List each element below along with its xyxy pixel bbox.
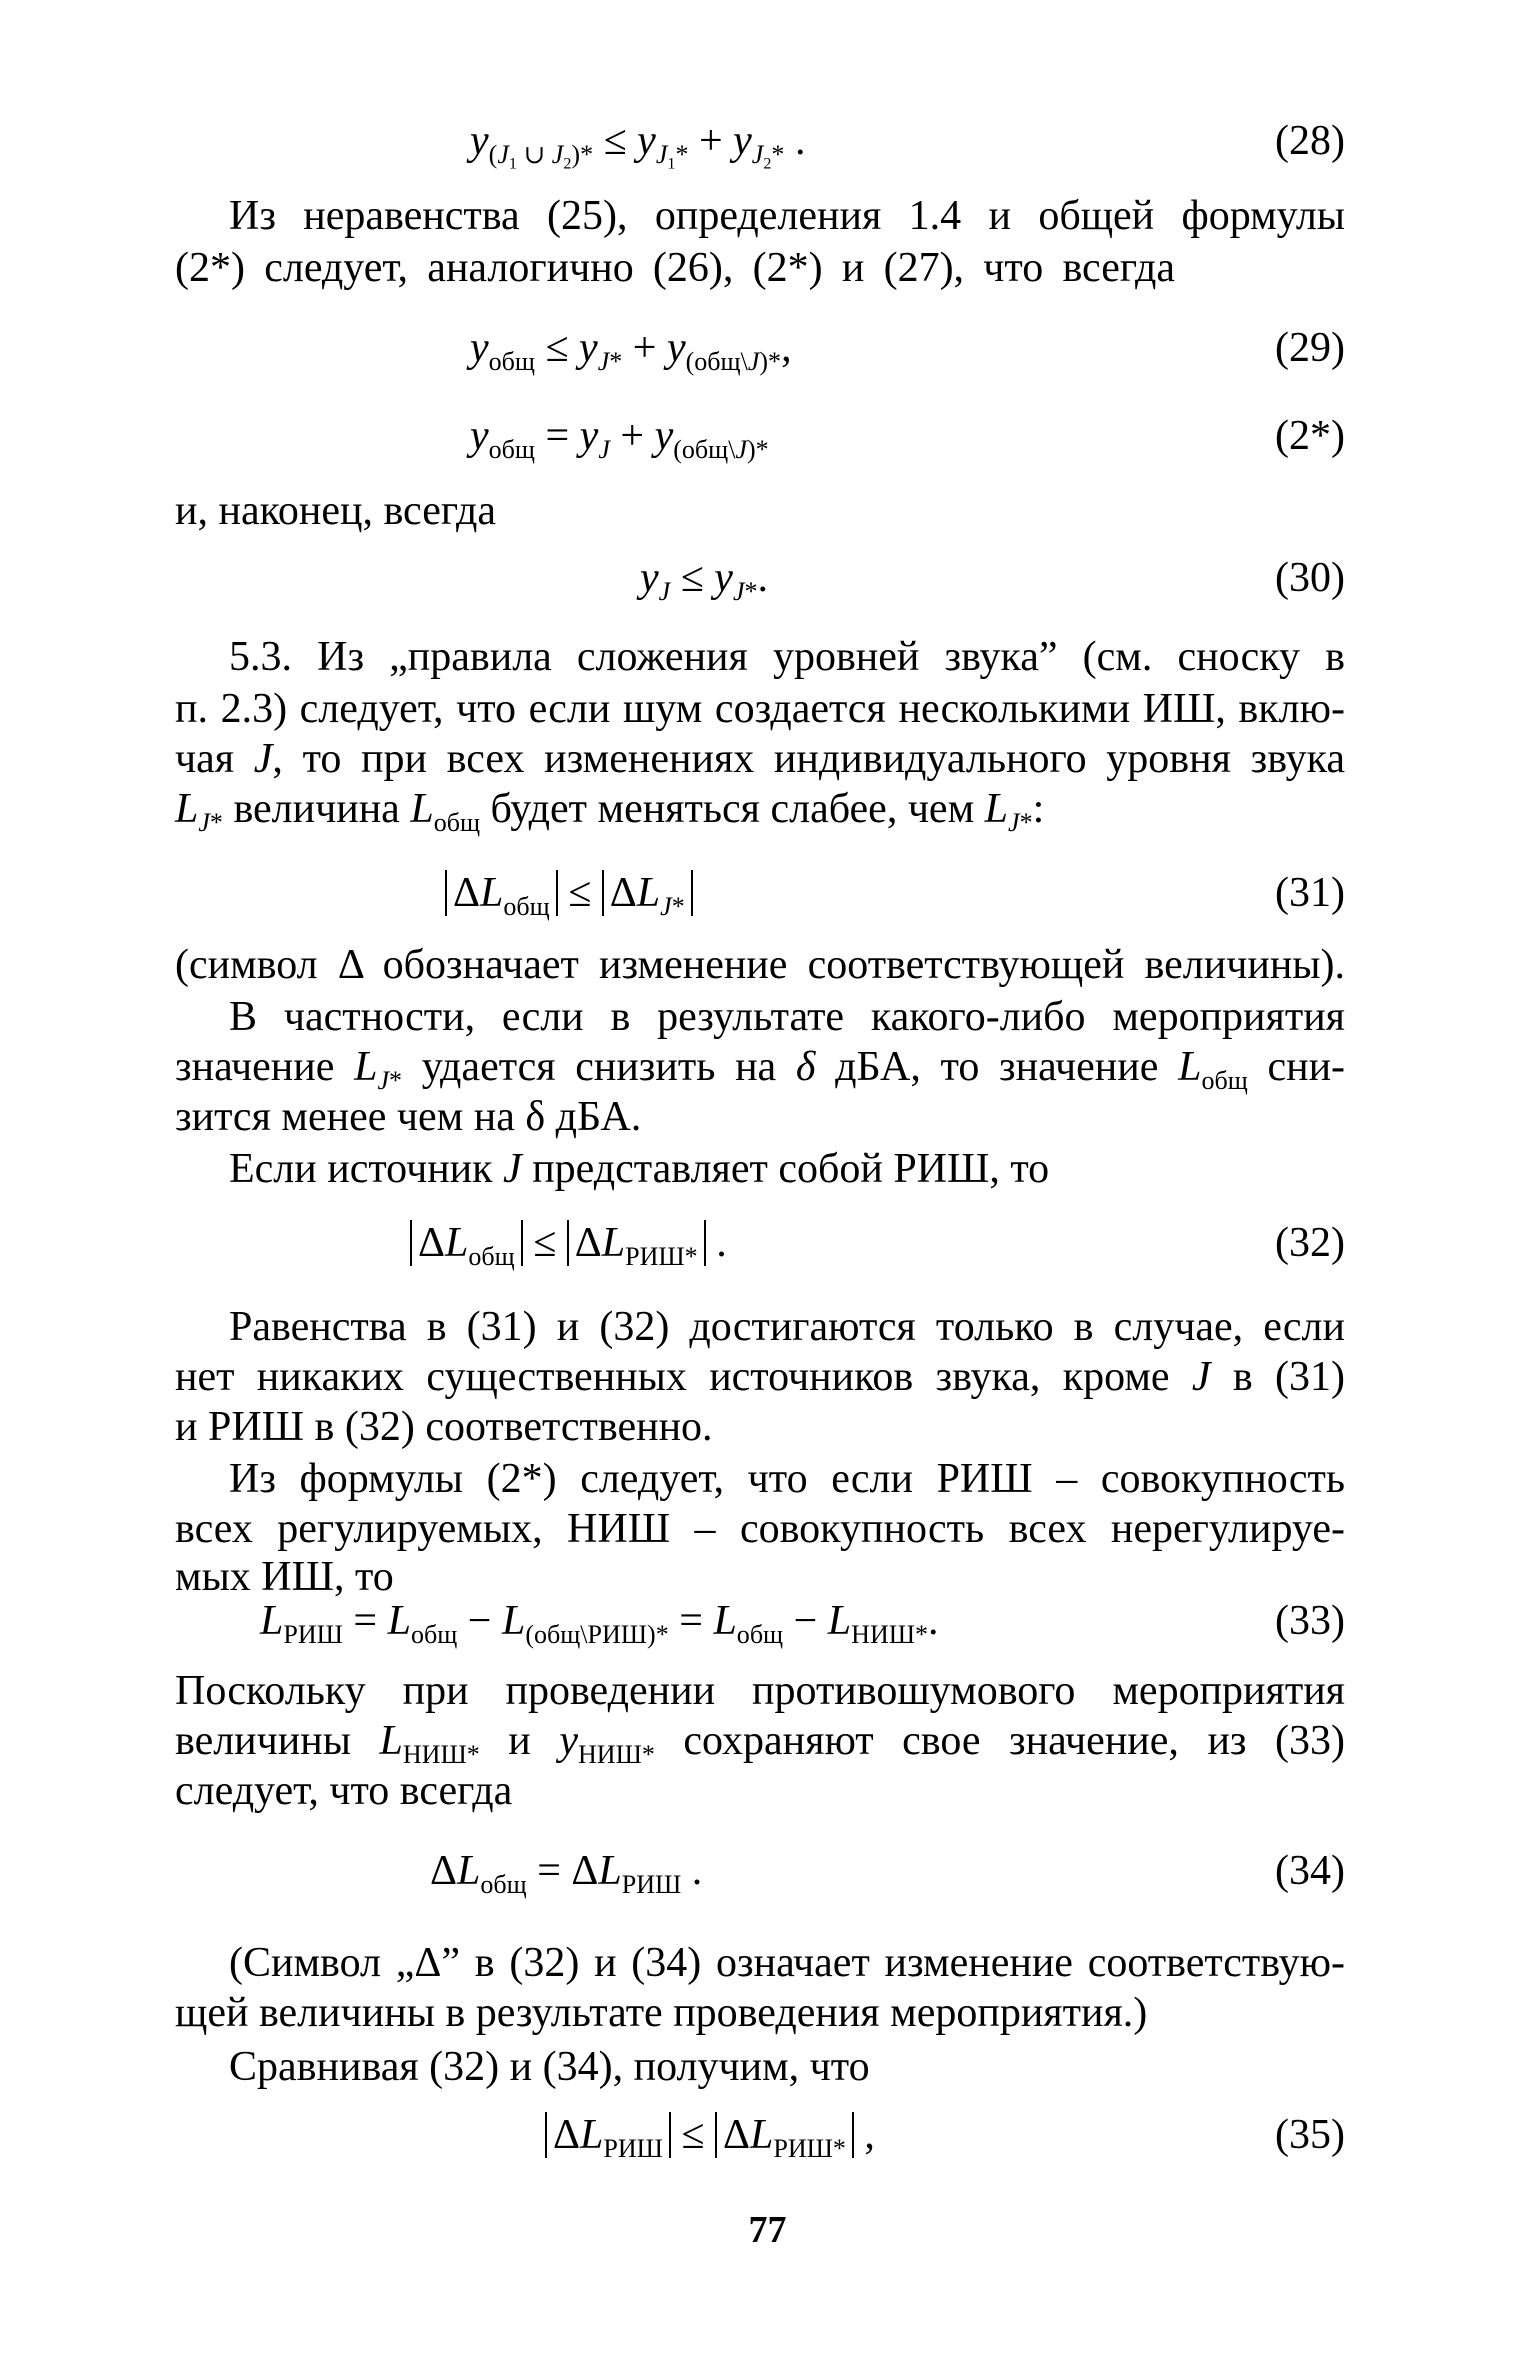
text-line: зится менее чем на δ дБА. xyxy=(175,1094,642,1140)
equation-number: (34) xyxy=(1275,1848,1345,1894)
equation-number: (28) xyxy=(1275,118,1345,164)
text-fragment: величины xyxy=(175,1718,351,1764)
text-line: В частности, если в результате какого-либо мероприятия xyxy=(229,994,1345,1040)
text-line: (2*) следует, аналогично (26), (2*) и (27), что всегда xyxy=(175,245,1175,291)
text-line: Равенства в (31) и (32) достигаются только в случае, если xyxy=(229,1304,1345,1350)
text-line: чая J, то при всех изменениях индивидуального уровня звука xyxy=(175,736,1346,782)
text-line: мых ИШ, то xyxy=(175,1554,394,1600)
text-line: величины $L_{НИШ*}$ и $y_{НИШ*}$ сохраняют свое значение, из (33) xyxy=(175,1718,1346,1770)
equation-number: (32) xyxy=(1275,1220,1345,1266)
text-fragment: значение xyxy=(175,1044,335,1090)
text-line: (Символ „Δ” в (32) и (34) означает изменение соответствую- xyxy=(229,1940,1345,1986)
text-line: и, наконец, всегда xyxy=(175,488,496,534)
text-fragment: величина xyxy=(233,786,400,832)
text-line: Если источник J представляет собой РИШ, то xyxy=(229,1146,1050,1192)
equation-32: $\Delta L_{общ} \le \Delta L_{РИШ*}$ . xyxy=(410,1220,727,1266)
text-line: Сравнивая (32) и (34), получим, что xyxy=(229,2044,870,2090)
equation-number: (29) xyxy=(1275,325,1345,371)
text-line: нет никаких существенных источников звука, кроме J в (31) xyxy=(175,1354,1346,1400)
equation-34: $\Delta L_{общ} = \Delta L_{РИШ}$ . xyxy=(430,1848,703,1900)
equation-number: (2*) xyxy=(1275,413,1345,459)
text-line: следует, что всегда xyxy=(175,1768,513,1814)
text-fragment: будет меняться слабее, чем xyxy=(490,786,975,832)
text-line: щей величины в результате проведения мероприятия.) xyxy=(175,1990,1148,2036)
equation-number: (35) xyxy=(1275,2112,1345,2158)
text-line: значение $L_{J*}$ удается снизить на δ дБА, то значение $L_{общ}$ сни- xyxy=(175,1044,1346,1096)
text-fragment: представляет собой РИШ, то xyxy=(532,1146,1050,1192)
text-line: 5.3. Из „правила сложения уровней звука” (см. сноску в xyxy=(229,634,1345,680)
text-fragment: сни- xyxy=(1267,1044,1346,1090)
text-fragment: и xyxy=(508,1718,531,1764)
text-fragment: дБА, то значение xyxy=(835,1044,1159,1090)
text-fragment: сохраняют свое значение, из (33) xyxy=(683,1718,1346,1764)
text-line: (символ Δ обозначает изменение соответствующей величины). xyxy=(175,942,1345,988)
text-line: всех регулируемых, НИШ – совокупность всех нерегулируе- xyxy=(175,1506,1345,1552)
text-line: $L_{J*}$ величина $L_{общ}$ будет меняться слабее, чем $L_{J*}$: xyxy=(175,786,1045,838)
equation-number: (33) xyxy=(1275,1598,1345,1644)
equation-30: $y_J \le y_{J*}$. xyxy=(640,555,769,607)
text-line: Из неравенства (25), определения 1.4 и общей формулы xyxy=(229,193,1345,239)
text-fragment: в (31) xyxy=(1232,1354,1346,1400)
equation-number: (30) xyxy=(1275,555,1345,601)
text-line: Из формулы (2*) следует, что если РИШ – совокупность xyxy=(229,1456,1345,1502)
text-fragment: , то при всех изменениях индивидуального уровня звука xyxy=(272,736,1346,782)
text-line: п. 2.3) следует, что если шум создается несколькими ИШ, вклю- xyxy=(175,686,1345,732)
text-line: и РИШ в (32) соответственно. xyxy=(175,1404,713,1450)
equation-31: $\Delta L_{общ} \le \Delta L_{J*}$ xyxy=(445,870,693,916)
equation-2star: $y_{общ} = y_J + y_{(общ\backslash J)*}$ xyxy=(470,413,769,465)
text-line: Поскольку при проведении противошумового мероприятия xyxy=(175,1668,1345,1714)
equation-35: $\Delta L_{РИШ} \le \Delta L_{РИШ*}$ , xyxy=(545,2112,875,2158)
page-number: 77 xyxy=(748,2209,787,2251)
equation-33: $L_{РИШ} = L_{общ} - L_{(общ\backslash РИШ)*} = L_{общ} - L_{НИШ*}$. xyxy=(260,1598,939,1650)
text-fragment: нет никаких существенных источников звука, кроме xyxy=(175,1354,1170,1400)
text-fragment: чая xyxy=(175,736,235,782)
equation-number: (31) xyxy=(1275,870,1345,916)
text-fragment: Если источник xyxy=(229,1146,493,1192)
equation-29: $y_{общ} \le y_{J*} + y_{(общ\backslash J)*}$, xyxy=(470,325,792,377)
text-fragment: удается снизить на xyxy=(421,1044,777,1090)
equation-28: $y_{(J_1 \cup J_2)*} \le y_{J_1*} + y_{J_2*}$ . xyxy=(470,118,806,173)
